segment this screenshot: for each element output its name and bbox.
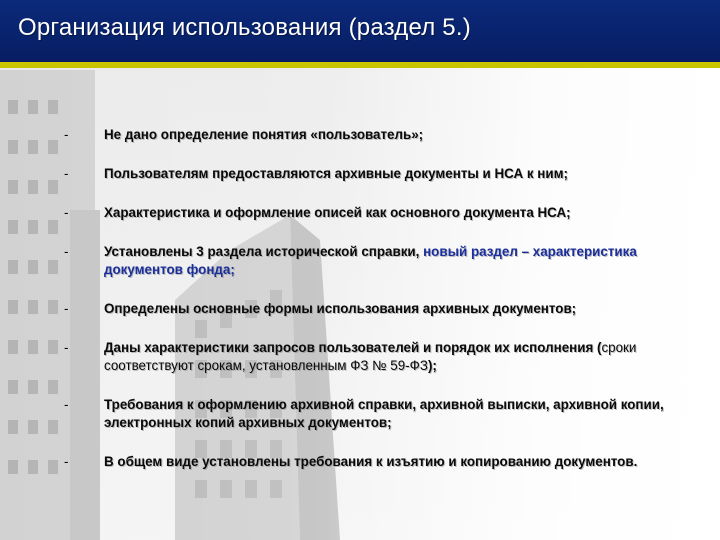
bullet-text: Пользователям предоставляются архивные документы и НСА к ним; [104, 166, 568, 181]
list-item [64, 243, 700, 279]
bullet-marker: - [64, 340, 69, 355]
bullet-marker: - [64, 205, 69, 220]
bullet-text: В общем виде установлены требования к изъятию и копированию документов. [104, 454, 638, 469]
bullet-marker: - [64, 301, 69, 316]
bullet-text-main: Даны характеристики запросов пользователей и порядок их исполнения ( [104, 340, 602, 355]
bullet-marker: - [64, 244, 69, 259]
bullet-text [104, 339, 700, 375]
list-item [64, 339, 700, 375]
bullet-marker: - [64, 397, 69, 412]
bullet-list [64, 126, 700, 471]
bullet-text-close: ); [427, 358, 437, 373]
list-item [64, 453, 700, 471]
bullet-text: Определены основные формы использования архивных документов; [104, 301, 577, 316]
bullet-text [104, 243, 700, 279]
new-section-highlight: новый раздел – характеристика документов фонда; [104, 244, 637, 277]
slide-title: Организация использования (раздел 5.) [18, 14, 471, 41]
list-item [64, 165, 700, 183]
bullet-text: Требования к оформлению архивной справки, архивной выписки, архивной копии, электронных копий архивных документов; [104, 397, 664, 430]
bullet-marker: - [64, 166, 69, 181]
bullet-text: Не дано определение понятия «пользователь»; [104, 127, 424, 142]
bullet-text: Характеристика и оформление описей как основного документа НСА; [104, 205, 571, 220]
list-item [64, 126, 700, 144]
bullet-marker: - [64, 454, 69, 469]
bullet-marker: - [64, 127, 69, 142]
list-item [64, 204, 700, 222]
list-item [64, 396, 700, 432]
title-bar [0, 0, 720, 62]
accent-divider [0, 62, 720, 68]
bullet-text-main: Установлены 3 раздела исторической справки, [104, 244, 424, 259]
list-item [64, 300, 700, 318]
bullet-text-note: сроки соответствуют срокам, установленным ФЗ № 59-ФЗ [104, 340, 637, 373]
